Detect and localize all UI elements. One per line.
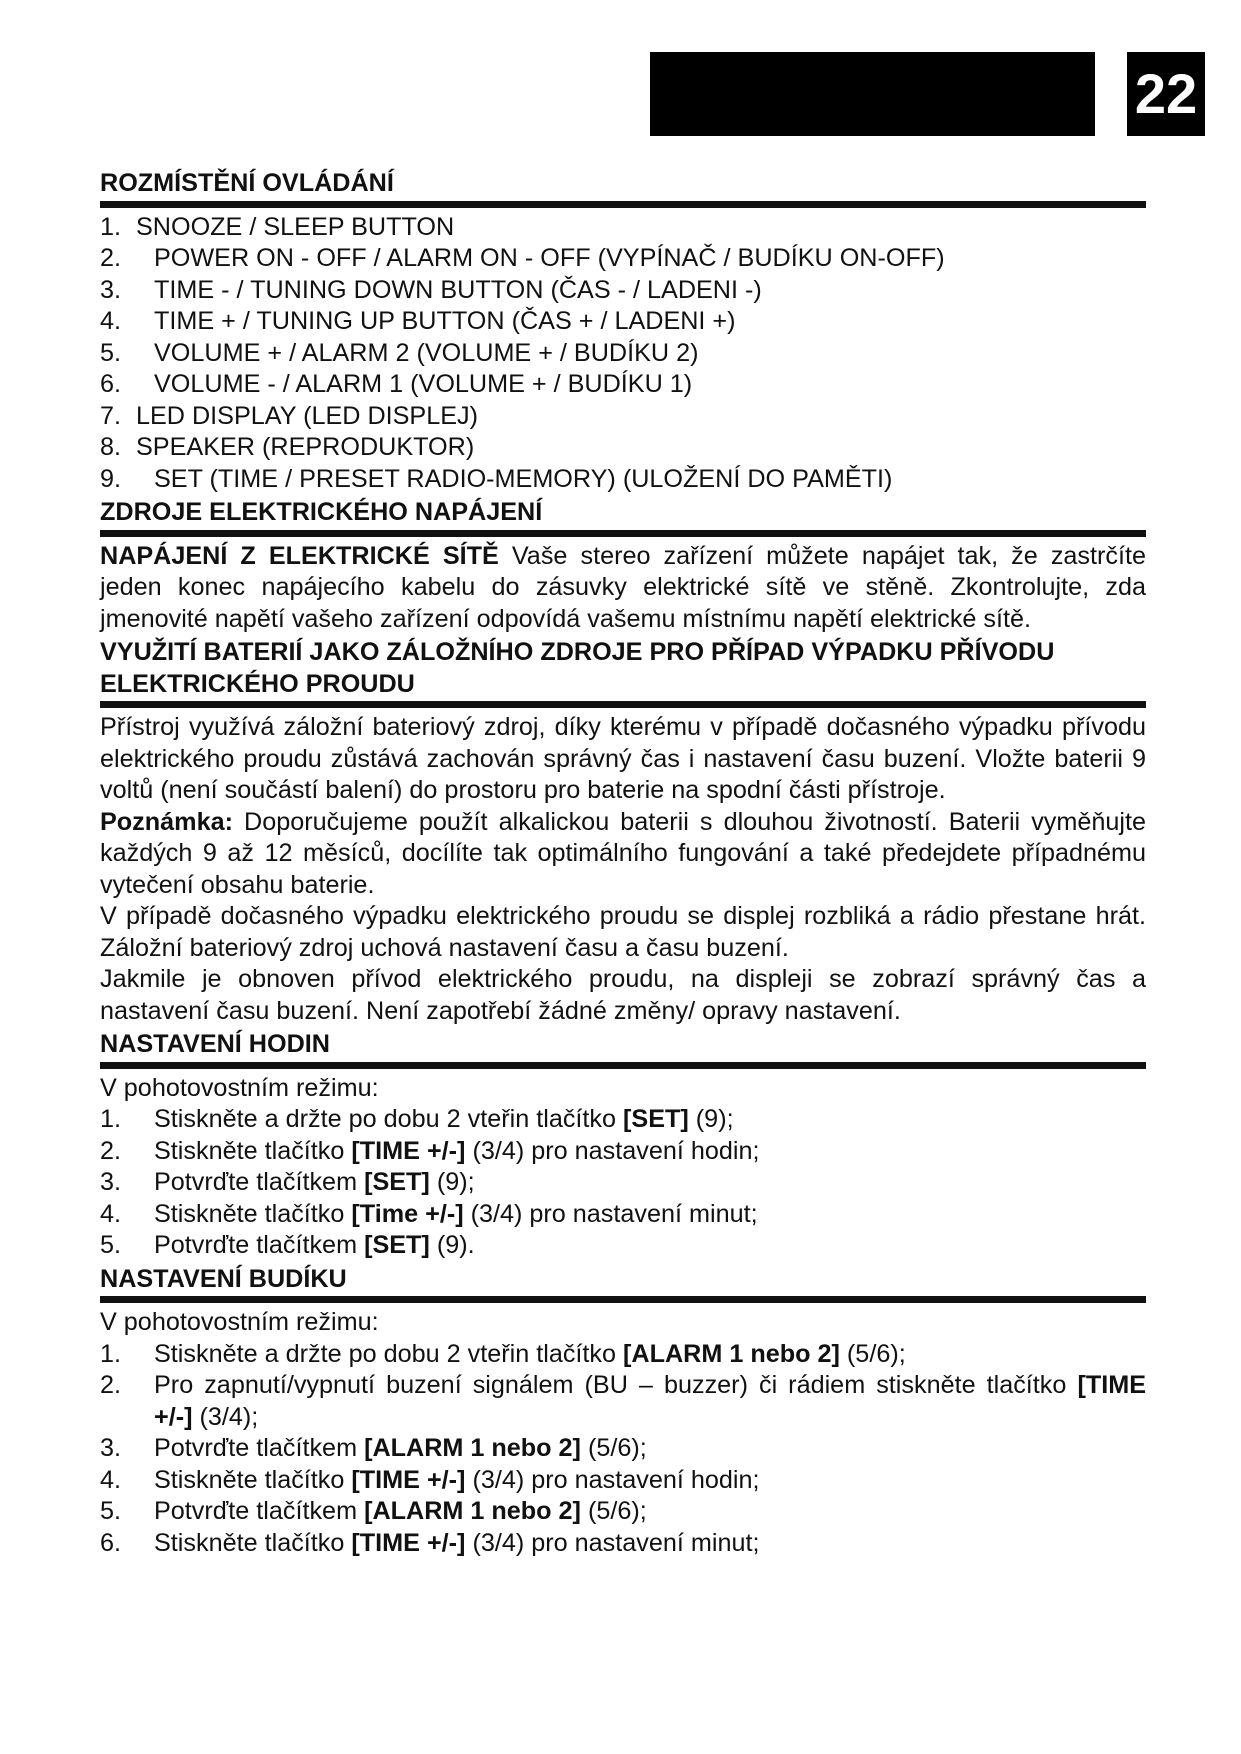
heading-rule [100,701,1146,708]
controls-list [100,212,1146,496]
power-heading: ZDROJE ELEKTRICKÉHO NAPÁJENÍ [100,498,543,526]
battery-paragraph-1: Přístroj využívá záložní bateriový zdroj, díky kterému v případě dočasného výpadku přívodu elektrického proudu zůstává zachován správný čas i nastavení času buzení. Vložte baterii 9 voltů (není součástí balení) do prostoru pro baterie na spodní části přístroje. [100,713,1146,804]
list-item: 3. TIME - / TUNING DOWN BUTTON (ČAS - / LADENI -) [100,275,762,304]
battery-paragraph-4: Jakmile je obnoven přívod elektrického proudu, na displeji se zobrazí správný čas a nastavení času buzení. Není zapotřebí žádné změny/ opravy nastavení. [100,965,1146,1025]
list-item: 2. POWER ON - OFF / ALARM ON - OFF (VYPÍNAČ / BUDÍKU ON-OFF) [100,244,945,272]
list-item: 4. Stiskněte tlačítko [TIME +/-] (3/4) pro nastavení hodin; [100,1465,760,1494]
alarm-heading: NASTAVENÍ BUDÍKU [100,1264,347,1293]
header-black-bar [650,52,1095,136]
list-item: 2. Stiskněte tlačítko [TIME +/-] (3/4) pro nastavení hodin; [100,1136,760,1165]
list-item: 5. Potvrďte tlačítkem [SET] (9). [100,1231,475,1259]
list-item: 8. SPEAKER (REPRODUKTOR) [100,433,475,461]
alarm-steps [100,1339,1146,1560]
list-item: 4. TIME + / TUNING UP BUTTON (ČAS + / LADENI +) [100,307,736,335]
list-item: 3. Potvrďte tlačítkem [ALARM 1 nebo 2] (5/6); [100,1434,647,1462]
heading-rule [100,1062,1146,1069]
list-item: 1. Stiskněte a držte po dobu 2 vteřin tlačítko [ALARM 1 nebo 2] (5/6); [100,1339,906,1368]
list-item: 6. VOLUME - / ALARM 1 (VOLUME + / BUDÍKU 1) [100,370,693,398]
list-item: 1. SNOOZE / SLEEP BUTTON [100,212,455,241]
list-item: 9. SET (TIME / PRESET RADIO-MEMORY) (ULOŽENÍ DO PAMĚTI) [100,464,893,493]
page-number: 22 [1127,52,1205,136]
power-bold-lead: NAPÁJENÍ Z ELEKTRICKÉ SÍTĚ [100,541,499,570]
note-label: Poznámka: [100,807,233,836]
clock-intro: V pohotovostním režimu: [100,1073,379,1102]
clock-heading: NASTAVENÍ HODIN [100,1030,330,1058]
heading-rule [100,530,1146,537]
list-item: 2. Pro zapnutí/vypnutí buzení signálem (BU – buzzer) či rádiem stiskněte tlačítko [TIME +/-] (3/4); [100,1371,1146,1431]
battery-heading: VYUŽITÍ BATERIÍ JAKO ZÁLOŽNÍHO ZDROJE PRO PŘÍPAD VÝPADKU PŘÍVODU ELEKTRICKÉHO PROUDU [100,638,1055,698]
list-item: 3. Potvrďte tlačítkem [SET] (9); [100,1168,475,1196]
list-item: 5. Potvrďte tlačítkem [ALARM 1 nebo 2] (5/6); [100,1497,647,1525]
power-paragraph: NAPÁJENÍ Z ELEKTRICKÉ SÍTĚ Vaše stereo zařízení můžete napájet tak, že zastrčíte jeden konec napájecího kabelu do zásuvky elektrické sítě ve stěně. Zkontrolujte, zda jmenovité napětí vašeho zařízení odpovídá vašemu místnímu napětí elektrické sítě. [100,541,1147,633]
heading-rule [100,1296,1146,1303]
alarm-intro: V pohotovostním režimu: [100,1308,379,1336]
page-content [100,166,1146,1559]
battery-paragraph-3: V případě dočasného výpadku elektrického proudu se displej rozbliká a rádio přestane hrát. Záložní bateriový zdroj uchová nastavení času a času buzení. [100,902,1146,962]
battery-note: Poznámka: Doporučujeme použít alkalickou baterii s dlouhou životností. Baterii vyměňujte každých 9 až 12 měsíců, docílíte tak optimálního fungování a také předejdete případnému vytečení obsahu baterie. [100,807,1146,899]
list-item: 4. Stiskněte tlačítko [Time +/-] (3/4) pro nastavení minut; [100,1199,758,1228]
list-item: 5. VOLUME + / ALARM 2 (VOLUME + / BUDÍKU 2) [100,338,699,367]
list-item: 6. Stiskněte tlačítko [TIME +/-] (3/4) pro nastavení minut; [100,1528,760,1557]
heading-rule [100,201,1146,208]
clock-steps [100,1104,1146,1262]
list-item: 1. Stiskněte a držte po dobu 2 vteřin tlačítko [SET] (9); [100,1105,734,1133]
list-item: 7. LED DISPLAY (LED DISPLEJ) [100,401,479,430]
controls-heading: ROZMÍSTĚNÍ OVLÁDÁNÍ [100,169,394,197]
